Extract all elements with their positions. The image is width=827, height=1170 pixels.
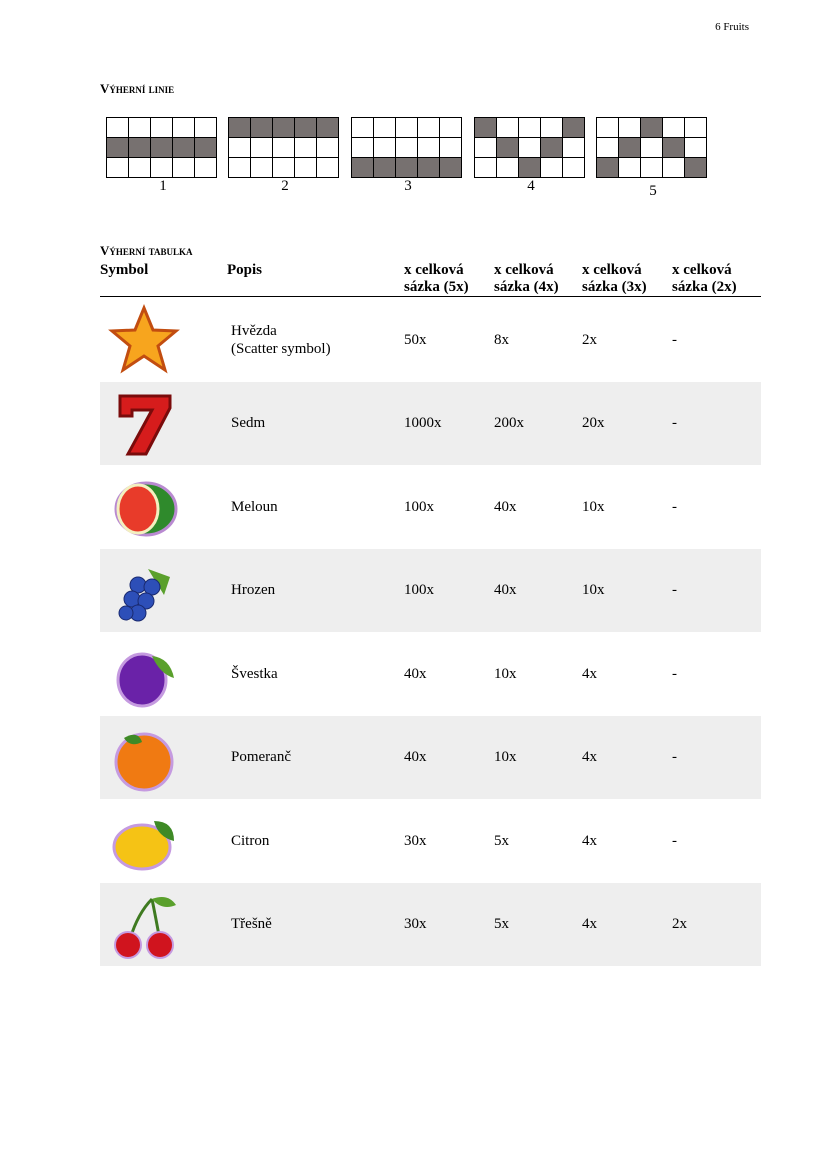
payout-2x: - bbox=[672, 665, 677, 682]
payline-cell bbox=[195, 158, 217, 178]
payout-4x: 5x bbox=[494, 832, 509, 849]
payline-label: 3 bbox=[404, 178, 412, 194]
payout-4x: 10x bbox=[494, 665, 517, 682]
payline-grid bbox=[228, 117, 339, 178]
page-header: 6 Fruits bbox=[715, 21, 749, 33]
table-row bbox=[100, 298, 761, 381]
payline-cell bbox=[418, 138, 440, 158]
seven-icon bbox=[108, 388, 180, 460]
payline-cell bbox=[440, 118, 462, 138]
table-row bbox=[100, 883, 761, 966]
payout-2x: - bbox=[672, 415, 677, 431]
payout-3x: 4x bbox=[582, 916, 597, 932]
payline-cell bbox=[273, 118, 295, 138]
payline-cell bbox=[597, 118, 619, 138]
symbol-description: Třešně bbox=[231, 916, 272, 932]
payout-5x: 30x bbox=[404, 916, 427, 932]
header-description: Popis bbox=[227, 262, 263, 278]
table-row bbox=[100, 465, 761, 548]
payline-cell bbox=[295, 138, 317, 158]
payout-5x: 40x bbox=[404, 665, 427, 682]
payline-cell bbox=[619, 158, 641, 178]
payline-cell bbox=[440, 138, 462, 158]
payout-5x: 40x bbox=[404, 749, 427, 765]
payline-cell bbox=[663, 158, 685, 178]
payout-2x: - bbox=[672, 582, 677, 598]
payline-cell bbox=[685, 158, 707, 178]
payline-cell bbox=[251, 118, 273, 138]
payline-cell bbox=[497, 118, 519, 138]
payline-cell bbox=[663, 138, 685, 158]
payline-cell bbox=[396, 118, 418, 138]
payout-3x: 4x bbox=[582, 665, 597, 682]
payline-label: 1 bbox=[159, 178, 167, 194]
payline-cell bbox=[374, 118, 396, 138]
payout-2x: - bbox=[672, 498, 677, 515]
header-symbol: Symbol bbox=[100, 262, 149, 278]
payline-cell bbox=[475, 158, 497, 178]
payline-cell bbox=[641, 158, 663, 178]
payline-cell bbox=[251, 158, 273, 178]
payline-cell bbox=[173, 118, 195, 138]
payline-cell bbox=[129, 118, 151, 138]
payline-cell bbox=[151, 118, 173, 138]
orange-icon bbox=[108, 722, 180, 794]
payline-cell bbox=[151, 138, 173, 158]
grapes-icon bbox=[108, 555, 180, 627]
payline-cell bbox=[475, 138, 497, 158]
header-2x: x celková sázka (2x) bbox=[672, 262, 737, 295]
payline-cell bbox=[173, 138, 195, 158]
payline-cell bbox=[295, 158, 317, 178]
payline-label: 5 bbox=[649, 183, 657, 199]
payline-cell bbox=[251, 138, 273, 158]
table-row bbox=[100, 549, 761, 632]
payline-cell bbox=[541, 138, 563, 158]
payline-cell bbox=[229, 118, 251, 138]
payline-cell bbox=[129, 138, 151, 158]
symbol-description: Pomeranč bbox=[231, 749, 291, 765]
paylines-title: Výherní linie bbox=[100, 81, 175, 96]
payline-cell bbox=[374, 158, 396, 178]
payline-grid bbox=[596, 117, 707, 178]
payline-cell bbox=[475, 118, 497, 138]
payline-grid bbox=[351, 117, 462, 178]
payline-cell bbox=[352, 138, 374, 158]
payline-cell bbox=[107, 158, 129, 178]
payline-cell bbox=[563, 138, 585, 158]
payline-label: 2 bbox=[281, 178, 289, 194]
payline-cell bbox=[418, 158, 440, 178]
star-icon bbox=[108, 304, 180, 376]
payline-cell bbox=[619, 118, 641, 138]
payout-3x: 4x bbox=[582, 832, 597, 849]
payline-cell bbox=[151, 158, 173, 178]
payline-cell bbox=[396, 138, 418, 158]
payline-cell bbox=[317, 158, 339, 178]
payline-cell bbox=[619, 138, 641, 158]
payline-cell bbox=[352, 118, 374, 138]
paytable-title: Výherní tabulka bbox=[100, 243, 193, 258]
table-row bbox=[100, 382, 761, 465]
symbol-description: Hvězda (Scatter symbol) bbox=[231, 322, 331, 357]
payline-grid bbox=[474, 117, 585, 178]
payline-cell bbox=[641, 118, 663, 138]
payline-cell bbox=[541, 118, 563, 138]
plum-icon bbox=[108, 638, 180, 710]
payline-cell bbox=[641, 138, 663, 158]
payout-5x: 50x bbox=[404, 331, 427, 348]
payline-cell bbox=[129, 158, 151, 178]
payline-cell bbox=[418, 118, 440, 138]
payout-5x: 100x bbox=[404, 498, 434, 515]
payline-cell bbox=[541, 158, 563, 178]
payline-label: 4 bbox=[527, 178, 535, 194]
header-3x: x celková sázka (3x) bbox=[582, 262, 647, 295]
payout-4x: 10x bbox=[494, 749, 517, 765]
payline-grid bbox=[106, 117, 217, 178]
payline-cell bbox=[519, 118, 541, 138]
payline-cell bbox=[195, 138, 217, 158]
payout-4x: 40x bbox=[494, 582, 517, 598]
payline-cell bbox=[519, 158, 541, 178]
payline-cell bbox=[317, 118, 339, 138]
table-row bbox=[100, 716, 761, 799]
lemon-icon bbox=[108, 805, 180, 877]
payline-cell bbox=[107, 138, 129, 158]
payline-cell bbox=[273, 138, 295, 158]
payline-cell bbox=[229, 158, 251, 178]
table-row bbox=[100, 799, 761, 882]
payout-3x: 20x bbox=[582, 415, 605, 431]
payline-cell bbox=[273, 158, 295, 178]
payline-cell bbox=[374, 138, 396, 158]
payline-cell bbox=[352, 158, 374, 178]
payout-4x: 40x bbox=[494, 498, 517, 515]
payline-cell bbox=[663, 118, 685, 138]
payline-cell bbox=[597, 138, 619, 158]
payout-5x: 100x bbox=[404, 582, 434, 598]
payline-cell bbox=[195, 118, 217, 138]
payout-3x: 4x bbox=[582, 749, 597, 765]
symbol-description: Meloun bbox=[231, 498, 278, 515]
payout-2x: - bbox=[672, 832, 677, 849]
payout-3x: 2x bbox=[582, 331, 597, 348]
payout-5x: 1000x bbox=[404, 415, 442, 431]
payline-cell bbox=[497, 138, 519, 158]
payout-4x: 8x bbox=[494, 331, 509, 348]
symbol-description: Citron bbox=[231, 832, 270, 849]
payline-cell bbox=[497, 158, 519, 178]
payout-4x: 5x bbox=[494, 916, 509, 932]
payout-4x: 200x bbox=[494, 415, 524, 431]
payline-cell bbox=[295, 118, 317, 138]
payline-cell bbox=[396, 158, 418, 178]
payout-3x: 10x bbox=[582, 498, 605, 515]
payline-cell bbox=[173, 158, 195, 178]
payline-cell bbox=[597, 158, 619, 178]
payline-cell bbox=[519, 138, 541, 158]
header-divider bbox=[100, 296, 761, 297]
payout-2x: 2x bbox=[672, 916, 687, 932]
payout-3x: 10x bbox=[582, 582, 605, 598]
payline-cell bbox=[317, 138, 339, 158]
payline-cell bbox=[685, 138, 707, 158]
payline-cell bbox=[229, 138, 251, 158]
symbol-description: Švestka bbox=[231, 665, 278, 682]
payline-cell bbox=[107, 118, 129, 138]
payout-2x: - bbox=[672, 331, 677, 348]
payline-cell bbox=[440, 158, 462, 178]
payline-cell bbox=[563, 118, 585, 138]
payout-5x: 30x bbox=[404, 832, 427, 849]
watermelon-icon bbox=[108, 471, 180, 543]
payline-cell bbox=[685, 118, 707, 138]
payline-cell bbox=[563, 158, 585, 178]
symbol-description: Sedm bbox=[231, 415, 266, 431]
header-4x: x celková sázka (4x) bbox=[494, 262, 559, 295]
payout-2x: - bbox=[672, 749, 677, 765]
header-5x: x celková sázka (5x) bbox=[404, 262, 469, 295]
table-row bbox=[100, 632, 761, 715]
cherry-icon bbox=[108, 889, 180, 961]
symbol-description: Hrozen bbox=[231, 582, 276, 598]
